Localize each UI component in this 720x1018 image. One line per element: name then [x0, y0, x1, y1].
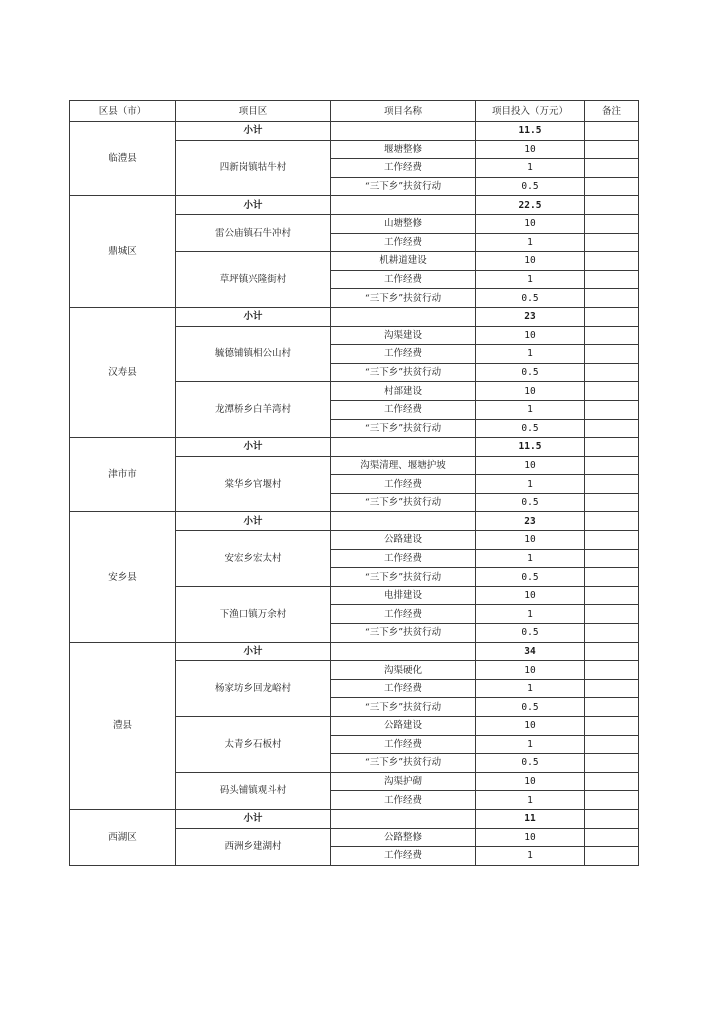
remarks-cell — [585, 679, 639, 698]
project-name: 工作经费 — [331, 233, 476, 252]
remarks-cell — [585, 400, 639, 419]
project-amount: 0.5 — [476, 289, 585, 308]
remarks-cell — [585, 661, 639, 680]
subtotal-row — [70, 196, 639, 215]
header-investment: 项目投入（万元） — [476, 101, 585, 122]
district-name: 安乡县 — [70, 512, 176, 642]
subtotal-label: 小计 — [176, 438, 331, 457]
subtotal-empty-name — [331, 512, 476, 531]
investment-table — [69, 100, 639, 866]
project-amount: 0.5 — [476, 363, 585, 382]
project-amount: 10 — [476, 717, 585, 736]
subtotal-empty-name — [331, 122, 476, 141]
project-name: “三下乡”扶贫行动 — [331, 419, 476, 438]
project-amount: 1 — [476, 605, 585, 624]
project-name: “三下乡”扶贫行动 — [331, 698, 476, 717]
remarks-cell — [585, 605, 639, 624]
remarks-cell — [585, 698, 639, 717]
remarks-cell — [585, 791, 639, 810]
subtotal-label: 小计 — [176, 642, 331, 661]
header-county: 区县（市） — [70, 101, 176, 122]
project-name: 公路建设 — [331, 717, 476, 736]
subtotal-value: 22.5 — [476, 196, 585, 215]
project-amount: 1 — [476, 270, 585, 289]
district-name: 西湖区 — [70, 809, 176, 865]
project-name: 工作经费 — [331, 475, 476, 494]
project-name: 工作经费 — [331, 159, 476, 178]
project-name: 村部建设 — [331, 382, 476, 401]
project-amount: 1 — [476, 159, 585, 178]
subtotal-value: 11.5 — [476, 122, 585, 141]
project-name: 沟渠清理、堰塘护坡 — [331, 456, 476, 475]
district-name: 澧县 — [70, 642, 176, 809]
project-name: 沟渠护砌 — [331, 772, 476, 791]
subtotal-row — [70, 642, 639, 661]
header-project-area: 项目区 — [176, 101, 331, 122]
village-name: 棠华乡官堰村 — [176, 456, 331, 512]
project-name: 工作经费 — [331, 679, 476, 698]
village-name: 太青乡石板村 — [176, 717, 331, 773]
village-name: 四新岗镇牯牛村 — [176, 140, 331, 196]
subtotal-value: 11 — [476, 809, 585, 828]
project-amount: 1 — [476, 400, 585, 419]
subtotal-label: 小计 — [176, 512, 331, 531]
header-remarks: 备注 — [585, 101, 639, 122]
project-name: 机耕道建设 — [331, 252, 476, 271]
subtotal-row — [70, 512, 639, 531]
subtotal-row — [70, 438, 639, 457]
remarks-cell — [585, 382, 639, 401]
project-amount: 1 — [476, 847, 585, 866]
remarks-cell — [585, 642, 639, 661]
remarks-cell — [585, 252, 639, 271]
remarks-cell — [585, 586, 639, 605]
project-name: 沟渠硬化 — [331, 661, 476, 680]
project-name: 工作经费 — [331, 345, 476, 364]
village-name: 龙潭桥乡白羊湾村 — [176, 382, 331, 438]
header-project-name: 项目名称 — [331, 101, 476, 122]
project-amount: 0.5 — [476, 568, 585, 587]
remarks-cell — [585, 735, 639, 754]
remarks-cell — [585, 177, 639, 196]
remarks-cell — [585, 568, 639, 587]
subtotal-empty-name — [331, 307, 476, 326]
project-name: “三下乡”扶贫行动 — [331, 493, 476, 512]
remarks-cell — [585, 531, 639, 550]
project-amount: 10 — [476, 772, 585, 791]
project-name: “三下乡”扶贫行动 — [331, 289, 476, 308]
subtotal-empty-name — [331, 196, 476, 215]
village-name: 杨家坊乡回龙峪村 — [176, 661, 331, 717]
remarks-cell — [585, 159, 639, 178]
project-amount: 1 — [476, 475, 585, 494]
subtotal-empty-name — [331, 642, 476, 661]
project-name: “三下乡”扶贫行动 — [331, 624, 476, 643]
remarks-cell — [585, 363, 639, 382]
remarks-cell — [585, 233, 639, 252]
project-name: “三下乡”扶贫行动 — [331, 754, 476, 773]
project-name: 公路建设 — [331, 531, 476, 550]
project-amount: 1 — [476, 679, 585, 698]
project-name: 堰塘整修 — [331, 140, 476, 159]
district-name: 临澧县 — [70, 122, 176, 196]
project-name: 山塘整修 — [331, 214, 476, 233]
project-amount: 0.5 — [476, 493, 585, 512]
village-name: 码头铺镇观斗村 — [176, 772, 331, 809]
project-amount: 0.5 — [476, 624, 585, 643]
subtotal-value: 34 — [476, 642, 585, 661]
village-name: 西洲乡建湖村 — [176, 828, 331, 865]
project-amount: 1 — [476, 791, 585, 810]
project-amount: 10 — [476, 382, 585, 401]
subtotal-value: 11.5 — [476, 438, 585, 457]
subtotal-value: 23 — [476, 307, 585, 326]
remarks-cell — [585, 122, 639, 141]
remarks-cell — [585, 438, 639, 457]
district-name: 鼎城区 — [70, 196, 176, 308]
project-amount: 0.5 — [476, 419, 585, 438]
project-name: 工作经费 — [331, 735, 476, 754]
project-amount: 1 — [476, 735, 585, 754]
project-name: 工作经费 — [331, 605, 476, 624]
subtotal-empty-name — [331, 438, 476, 457]
remarks-cell — [585, 307, 639, 326]
village-name: 下渔口镇万余村 — [176, 586, 331, 642]
project-amount: 10 — [476, 586, 585, 605]
project-name: 电排建设 — [331, 586, 476, 605]
project-amount: 0.5 — [476, 754, 585, 773]
project-amount: 10 — [476, 456, 585, 475]
remarks-cell — [585, 456, 639, 475]
subtotal-row — [70, 809, 639, 828]
village-name: 草坪镇兴隆街村 — [176, 252, 331, 308]
subtotal-empty-name — [331, 809, 476, 828]
remarks-cell — [585, 809, 639, 828]
table-body — [70, 122, 639, 866]
district-name: 汉寿县 — [70, 307, 176, 437]
project-name: 工作经费 — [331, 270, 476, 289]
subtotal-row — [70, 122, 639, 141]
project-amount: 0.5 — [476, 177, 585, 196]
remarks-cell — [585, 475, 639, 494]
project-name: 工作经费 — [331, 847, 476, 866]
project-name: “三下乡”扶贫行动 — [331, 568, 476, 587]
project-amount: 1 — [476, 345, 585, 364]
remarks-cell — [585, 754, 639, 773]
remarks-cell — [585, 419, 639, 438]
village-name: 毓德铺镇相公山村 — [176, 326, 331, 382]
project-amount: 10 — [476, 828, 585, 847]
remarks-cell — [585, 772, 639, 791]
project-amount: 10 — [476, 661, 585, 680]
remarks-cell — [585, 717, 639, 736]
remarks-cell — [585, 512, 639, 531]
subtotal-label: 小计 — [176, 809, 331, 828]
header-row — [70, 101, 639, 122]
project-amount: 10 — [476, 214, 585, 233]
remarks-cell — [585, 847, 639, 866]
subtotal-label: 小计 — [176, 196, 331, 215]
remarks-cell — [585, 289, 639, 308]
remarks-cell — [585, 549, 639, 568]
remarks-cell — [585, 345, 639, 364]
project-name: “三下乡”扶贫行动 — [331, 177, 476, 196]
subtotal-label: 小计 — [176, 122, 331, 141]
remarks-cell — [585, 493, 639, 512]
project-amount: 10 — [476, 140, 585, 159]
project-amount: 10 — [476, 326, 585, 345]
village-name: 雷公庙镇石牛冲村 — [176, 214, 331, 251]
remarks-cell — [585, 326, 639, 345]
subtotal-label: 小计 — [176, 307, 331, 326]
subtotal-row — [70, 307, 639, 326]
project-name: 沟渠建设 — [331, 326, 476, 345]
project-amount: 0.5 — [476, 698, 585, 717]
project-amount: 10 — [476, 252, 585, 271]
remarks-cell — [585, 214, 639, 233]
remarks-cell — [585, 270, 639, 289]
project-amount: 1 — [476, 549, 585, 568]
project-name: 公路整修 — [331, 828, 476, 847]
village-name: 安宏乡宏太村 — [176, 531, 331, 587]
district-name: 津市市 — [70, 438, 176, 512]
subtotal-value: 23 — [476, 512, 585, 531]
project-amount: 10 — [476, 531, 585, 550]
project-name: 工作经费 — [331, 400, 476, 419]
remarks-cell — [585, 624, 639, 643]
project-amount: 1 — [476, 233, 585, 252]
project-name: 工作经费 — [331, 791, 476, 810]
project-name: “三下乡”扶贫行动 — [331, 363, 476, 382]
remarks-cell — [585, 196, 639, 215]
project-name: 工作经费 — [331, 549, 476, 568]
remarks-cell — [585, 140, 639, 159]
remarks-cell — [585, 828, 639, 847]
